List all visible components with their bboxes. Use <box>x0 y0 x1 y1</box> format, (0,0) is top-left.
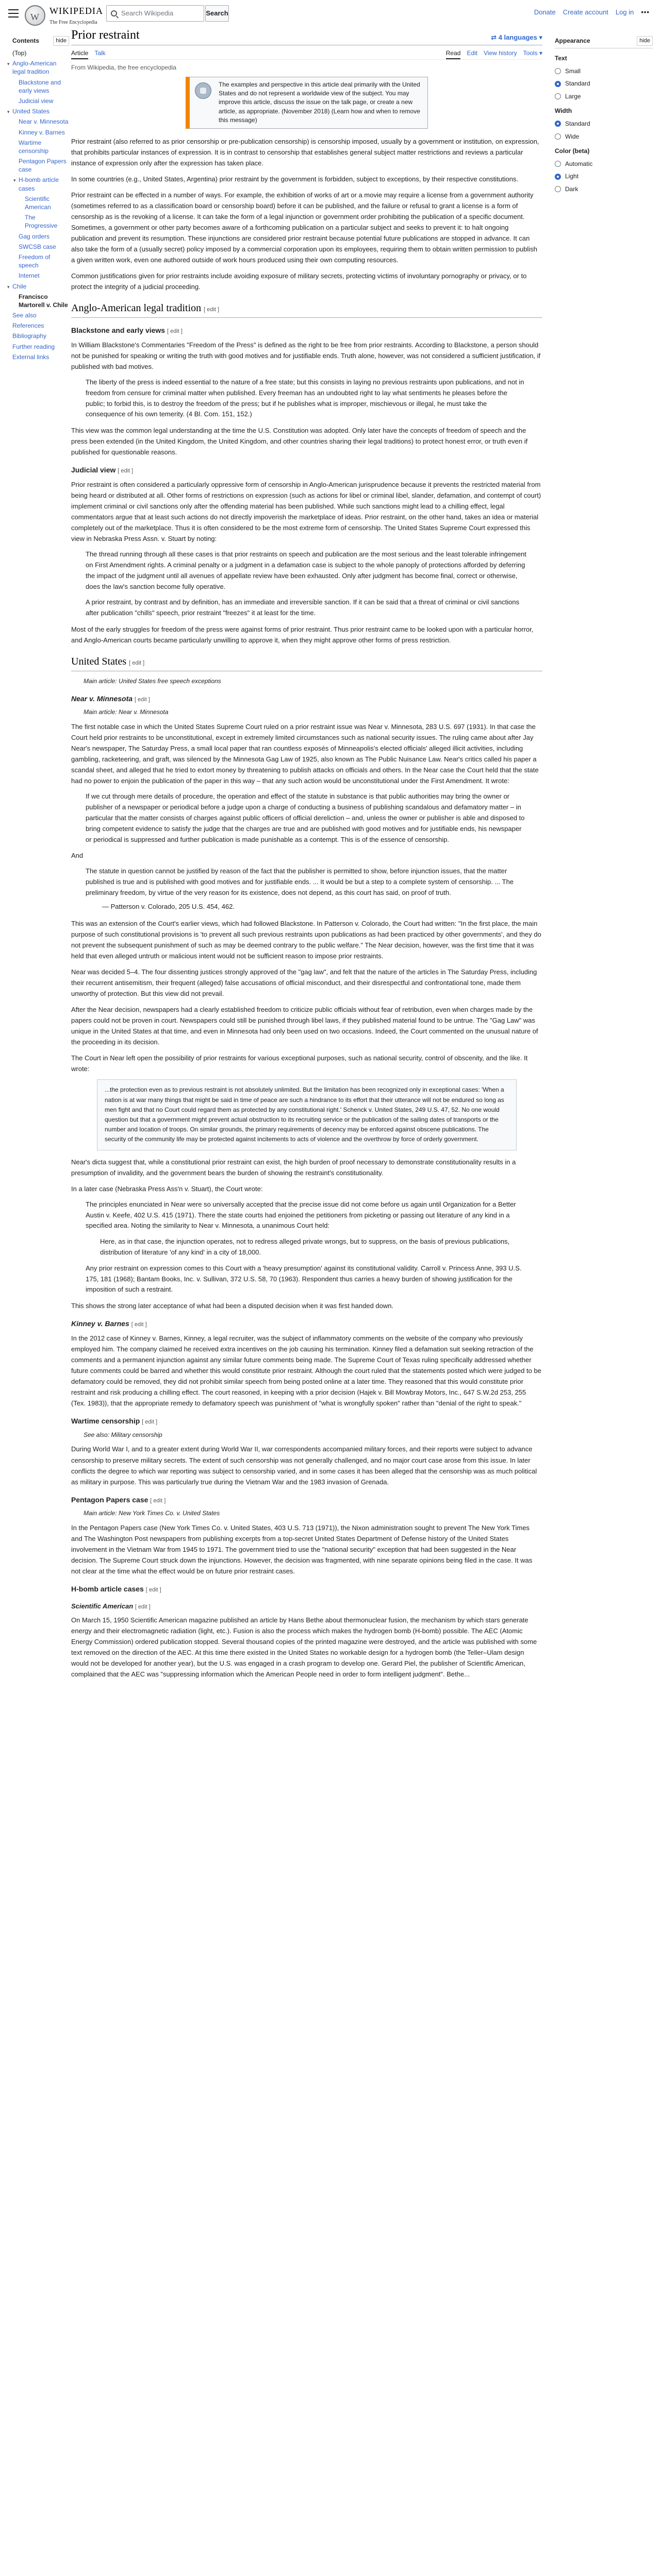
paragraph: This was an extension of the Court's earlier views, which had followed Blackstone. In Patterson v. Colorado, the Court had written: "In the first place, the main purpose of such constitutional provisions is 'to prevent all such previous restraints upon publications as had been practiced by other governments', and they do not prevent the subsequent punishment of such as may be deemed contrary to the public welfare." The Near decision, however, was the first time that it was held that even alleged untruth or malicious intent would not be sufficient reason to impose prior restraints. <box>71 919 541 960</box>
color-option[interactable] <box>555 172 653 181</box>
paragraph: In the Pentagon Papers case (New York Times Co. v. United States, 403 U.S. 713 (1971)), the Nixon administration sought to prevent The New York Times and The Washington Post newspapers from publishing excerpts from a top-secret United States Department of Defense history of the United States involvement in the Vietnam War from 1945 to 1971. The government tried to use the "national security" exception that had been suggested in the Near decision. The Supreme Court struck down the injunctions. However, the decision was fragmented, with nine separate opinions being filed in the case. It was not clear at the time what the effect would be on future prior restraint cases. <box>71 1523 533 1575</box>
page-tabs <box>71 48 542 60</box>
blockquote: The principles enunciated in Near were so universally accepted that the precise issue did not come before us again until Organization for a Better Austin v. Keefe, 402 U.S. 415 (1971). There the state courts had enjoined the petitioners from picketing or passing out literature of any kind in a specified area. Noting the similarity to Near v. Minnesota, a unanimous Court held: <box>86 1200 516 1230</box>
text-size-option[interactable] <box>555 92 653 101</box>
toc-item[interactable]: ▾ Anglo-American legal tradition <box>7 60 57 76</box>
donate-link[interactable]: Donate <box>534 8 556 16</box>
radio-label: Dark <box>565 185 578 193</box>
hatnote[interactable]: Main article: United States free speech exceptions <box>84 677 221 685</box>
text-size-label: Text <box>555 55 567 62</box>
width-label: Width <box>555 107 572 115</box>
edit-link[interactable]: [ edit ] <box>204 307 220 313</box>
radio-button[interactable] <box>555 161 561 167</box>
tab-read[interactable]: Read <box>446 48 461 59</box>
language-button[interactable]: ⇄ 4 languages ▾ <box>491 33 542 41</box>
edit-link[interactable]: [ edit ] <box>118 468 134 474</box>
paragraph: Prior restraint (also referred to as prior censorship or pre-publication censorship) is censorship imposed, usually by a government or institution, on expression, that prohibits particular instances of expression. It is in contrast to censorship that establishes general subject matter restrictions and reviews a particular instance of expression only after the expression has taken place. <box>71 137 539 167</box>
subsection-heading: Pentagon Papers case [ edit ] <box>71 1495 166 1504</box>
toc-item[interactable]: Blackstone and early views <box>19 78 61 94</box>
radio-button[interactable] <box>555 133 561 140</box>
paragraph: Common justifications given for prior restraints include avoiding exposure of military secrets, protecting victims of involuntary pornography or privacy, or to protect the integrity of a judicial proceeding. <box>71 272 527 291</box>
text-size-option[interactable] <box>555 79 653 89</box>
chevron-down-icon[interactable]: ▾ <box>7 61 10 67</box>
login-link[interactable]: Log in <box>615 8 634 16</box>
toc-item[interactable]: SWCSB case <box>19 243 56 250</box>
paragraph: Prior restraint can be effected in a number of ways. For example, the exhibition of works of art or a movie may require a license from a government authority (sometimes referred to as a classification board or censorship board) before it can be published, and the failure or refusal to grant a license is a form of censorship as is the revoking of a license. It can take the form of a legal injunction or government order prohibiting the publication of a specific document. Sometimes, a government or other party becomes aware of a forthcoming publication on a particular subject and seeks to prevent it: to halt ongoing publication and prevent its resumption. These injunctions are considered prior restraint because potential future publications are stopped in advance. It can also take the form of a (usually secret) policy imposed by a commercial corporation upon its employees, requiring them to obtain written permission to publish a given written work, even one authored outside of work hours produced using their own computing resources. <box>71 191 537 264</box>
paragraph: In some countries (e.g., United States, Argentina) prior restraint by the government is forbidden, subject to exceptions, by their respective constitutions. <box>71 175 519 183</box>
tab-edit[interactable]: Edit <box>467 49 478 57</box>
hatnote[interactable]: See also: Military censorship <box>84 1431 162 1438</box>
subsection-heading: Near v. Minnesota [ edit ] <box>71 694 150 703</box>
create-account-link[interactable]: Create account <box>562 8 608 16</box>
text-size-option[interactable] <box>555 66 653 76</box>
subsection-heading: H-bomb article cases [ edit ] <box>71 1585 161 1594</box>
globe-notice-icon <box>195 82 213 101</box>
subsection-heading: Wartime censorship [ edit ] <box>71 1417 158 1426</box>
toc-item[interactable]: Wartime censorship <box>19 139 49 155</box>
toc-item[interactable]: The Progressive <box>25 214 58 230</box>
edit-link[interactable]: [ edit ] <box>145 1587 161 1594</box>
blockquote: A prior restraint, by contrast and by definition, has an immediate and irreversible sanction. If it can be said that a threat of criminal or civil sanctions after publication "chills" speech, prior restraint "freezes" it at least for the time. <box>86 598 520 617</box>
wordmark: WIKIPEDIA <box>49 6 103 16</box>
edit-link[interactable]: [ edit ] <box>134 696 150 703</box>
toc-item[interactable]: ▾ Chile <box>7 282 27 290</box>
more-icon[interactable]: ••• <box>641 8 650 16</box>
subsubsection-heading: Scientific American [ edit ] <box>71 1602 151 1610</box>
paragraph: After the Near decision, newspapers had a clearly established freedom to criticize public officials without fear of retribution, even when charges made by the papers could not be proven in court. Newspapers could still be punished through libel laws, if they published material found to be untrue. The "Gag Law" was unique in the United States at that time, and even in Minnesota had only been used on two occasions. Indeed, the Court commented on the unusual nature of the proceeding in its decision. <box>71 1006 538 1046</box>
appearance-heading: Appearance <box>555 37 590 44</box>
color-option[interactable] <box>555 184 653 194</box>
toc-item[interactable]: Freedom of speech <box>19 253 51 269</box>
appearance-panel <box>555 36 653 197</box>
search-placeholder: Search Wikipedia <box>121 9 174 17</box>
toc-item[interactable]: References <box>12 322 44 330</box>
radio-button[interactable] <box>555 81 561 87</box>
radio-button[interactable] <box>555 174 561 180</box>
section-heading: United States [ edit ] <box>71 654 542 671</box>
width-option[interactable] <box>555 132 653 142</box>
radio-label: Wide <box>565 132 580 140</box>
paragraph: The first notable case in which the United States Supreme Court ruled on a prior restraint issue was Near v. Minnesota, 283 U.S. 697 (1931). In that case the Court held prior restraints to be unconstitutional, except in extremely limited circumstances such as national security issues. The ruling came about after Jay Near's newspaper, The Saturday Press, a small local paper that ran countless exposés of Minneapolis's elected officials' alleged illicit activities, including gambling, racketeering, and graft, was silenced by the Minnesota Gag Law of 1925, also known as The Public Nuisance Law. Near's critics called his paper a scandal sheet, and alleged that he tried to extort money by threatening to publish attacks on officials and others. In the Near case the Court held that the state had no power to enjoin the publication of the paper in this way – that any such action would be unconstitutional under the First Amendment. It wrote: <box>71 723 539 785</box>
paragraph: In the 2012 case of Kinney v. Barnes, Kinney, a legal recruiter, was the subject of inflammatory comments on the website of the company who previously employed him. The company claimed he received extra incentives on the job causing his termination. Kinney filed a defamation suit seeking retraction of the comments and a permanent injunction against any similar future comments being made. The Supreme Court of Texas ruling specifically addressed whether future comments could be barred and whether this would constitute prior restraint. Although the court ruled that the statements posted which were judged to be defamatory could be removed, they did not prohibit similar speech from being posted online at a later time. They reasoned that this would constitute prior restraint and risk producing a chilling effect. The court reasoned, in keeping with a prior decision (Hajek v. Bill Mowbray Motors, Inc., 647 S.W.2d 253, 255 (Tex. 1983)), that the appropriate remedy to defamatory speech was punishment of "what is wrongfully spoken" rather than "denial of the right to speak." <box>71 1334 541 1408</box>
wikipedia-logo[interactable] <box>25 4 103 26</box>
toc-item[interactable]: Pentagon Papers case <box>19 158 67 174</box>
top-header <box>0 0 662 29</box>
paragraph: Prior restraint is often considered a particularly oppressive form of censorship in Anglo-American jurisprudence because it prevents the restricted material from being heard or distributed at all. Other forms of restrictions on expression (such as actions for libel or criminal libel, slander, defamation, and contempt of court) implement criminal or civil sanctions only after the offending material has been published. While such sanctions might lead to a chilling effect, legal commentators argue that at least such actions do not directly impoverish the marketplace of ideas. Prior restraint, on the other hand, takes an idea or material completely out of the marketplace. Thus it is often considered to be the most extreme form of censorship. The United States Supreme Court expressed this view in Nebraska Press Assn. v. Stuart by noting: <box>71 481 541 543</box>
width-option[interactable] <box>555 119 653 129</box>
edit-link[interactable]: [ edit ] <box>167 328 183 335</box>
blockquote: Here, as in that case, the injunction operates, not to redress alleged private wrongs, but to suppress, on the basis of previous publications, distribution of literature 'of any kind' in a city of 18,000. <box>100 1238 510 1256</box>
tab-article[interactable]: Article <box>71 48 88 59</box>
paragraph: The Court in Near left open the possibility of prior restraints for various exceptional purposes, such as national security, control of obscenity, and the like. It wrote: <box>71 1054 528 1073</box>
notice-text: The examples and perspective in this article deal primarily with the United States and do not represent a worldwide view of the subject. You may improve this article, discuss the issue on the talk page, or create a new article, as appropriate. (November 2018) (Learn how and when to remove this message) <box>219 80 420 124</box>
toc-item[interactable]: Scientific American <box>25 195 51 211</box>
paragraph: This view was the common legal understanding at the time the U.S. Constitution was adopted. Only later have the concepts of freedom of speech and the press been extended (in the United Kingdom, the United Kingdom, and other countries sharing their legal traditions) to protect honest error, or truth even if published for questionable reasons. <box>71 427 528 456</box>
appearance-hide-button[interactable]: hide <box>637 36 653 46</box>
edit-link[interactable]: [ edit ] <box>150 1497 166 1504</box>
hatnote[interactable]: Main article: Near v. Minnesota <box>84 708 169 716</box>
quote-box: ...the protection even as to previous restraint is not absolutely unlimited. But the limitation has been recognized only in exceptional cases: 'When a nation is at war many things that might be said in time of peace are such a hindrance to its effort that their utterance will not be endured so long as men fight and that no Court could regard them as protected by any constitutional right.' Schenck v. United States, 249 U.S. 47, 52. No one would question but that a government might prevent actual obstruction to its recruiting service or the publication of the sailing dates of transports or the number and location of troops. On similar grounds, the primary requirements of decency may be enforced against obscene publications. The security of the community life may be protected against incitements to acts of violence and the overthrow by force of orderly government. <box>97 1079 517 1150</box>
toc-item[interactable]: Francisco Martorell v. Chile <box>19 293 68 309</box>
toc-item[interactable]: ▾ United States <box>7 108 50 115</box>
blockquote: The statute in question cannot be justified by reason of the fact that the publisher is permitted to show, before injunction issues, that the matter published is true and is published with good motives and for justifiable ends. ... It would be but a step to a complete system of censorship. ... The preliminary freedom, by virtue of the very reason for its existence, does not depend, as this court has said, on proof of truth. <box>86 867 514 896</box>
edit-link[interactable]: [ edit ] <box>129 660 145 667</box>
personal-tools <box>534 7 650 18</box>
toc-item[interactable]: Near v. Minnesota <box>19 118 69 126</box>
blockquote: The liberty of the press is indeed essential to the nature of a free state; but this consists in laying no previous restraints upon publications, and not in freedom from censure for criminal matter when published. Every freeman has an undoubted right to lay what sentiments he pleases before the public; to forbid this, is to destroy the freedom of the press; but if he publishes what is improper, mischievous or illegal, he must take the consequence of his own temerity. (4 Bl. Com. 151, 152.) <box>86 378 524 418</box>
paragraph: Most of the early struggles for freedom of the press were against forms of prior restraint. Thus prior restraint came to be looked upon with a particular horror, and Anglo-American courts became particularly unwilling to approve it, when they might approve other forms of press restriction. <box>71 625 534 645</box>
toc-heading: Contents <box>12 37 39 44</box>
paragraph: During World War I, and to a greater extent during World War II, war correspondents accompanied military forces, and their reports were subject to advance censorship to preserve military secrets. The extent of such censorship was not generally challenged, and no major court case arose from this issue. In later conflicts the degree to which war reporting was subject to censorship varied, and in some cases it has been alleged that the censorship was as much political as military in purpose. This was particularly true during the Vietnam War and the 1983 invasion of Grenada. <box>71 1445 537 1486</box>
article-main <box>71 28 542 1685</box>
blockquote: If we cut through mere details of procedure, the operation and effect of the statute in substance is that public authorities may bring the owner or publisher of a newspaper or periodical before a judge upon a charge of conducting a business of publishing scandalous and defamatory matter – in particular that the matter consists of charges against public officers of official dereliction – and, unless the owner or publisher is able and disposed to bring competent evidence to satisfy the judge that the charges are true and are published with good motives and for justifiable ends, his newspaper or periodical is suppressed and further publication is made punishable as a contempt. This is of the essence of censorship. <box>86 792 525 843</box>
radio-label: Light <box>565 173 579 180</box>
tagline: The Free Encyclopedia <box>49 19 97 25</box>
hatnote[interactable]: Main article: New York Times Co. v. United States <box>84 1510 220 1517</box>
toc-item[interactable]: Bibliography <box>12 332 47 340</box>
toc-hide-button[interactable]: hide <box>53 36 69 46</box>
blockquote: The thread running through all these cases is that prior restraints on speech and publication are the most serious and the least tolerable infringement on First Amendment rights. A criminal penalty or a judgment in a defamation case is subject to the whole panoply of protections afforded by deferring the impact of the judgment until all avenues of appellate review have been exhausted. Only after judgment has become final, correct or otherwise, does the law's sanction become fully operative. <box>86 550 526 590</box>
tab-talk[interactable]: Talk <box>94 49 106 57</box>
radio-label: Automatic <box>565 160 593 167</box>
edit-link[interactable]: [ edit ] <box>135 1603 151 1610</box>
search-input[interactable] <box>106 5 204 22</box>
subsection-heading: Kinney v. Barnes [ edit ] <box>71 1319 147 1328</box>
radio-button[interactable] <box>555 186 561 192</box>
chevron-down-icon[interactable]: ▾ <box>13 178 16 183</box>
toc-item[interactable]: External links <box>12 353 49 361</box>
chevron-down-icon[interactable]: ▾ <box>7 284 10 290</box>
toc-item[interactable]: ▾ H-bomb article cases <box>13 176 59 192</box>
paragraph: On March 15, 1950 Scientific American magazine published an article by Hans Bethe about thermonuclear fusion, the mechanism by which stars generate energy and their electromagnetic radiation (light, etc.). Fusion is also the process which makes the hydrogen bomb (H-bomb) possible. The AEC (Atomic Energy Commission) ordered publication stopped. Several thousand copies of the printed magazine were destroyed, and the article was published with some text removed on the direction of the AEC. At this time there existed in the United States no workable design for a hydrogen bomb (the Teller–Ulam design would not be developed for another year), but the U.S. was engaged in a crash program to develop one. Gerard Piel, the publisher of Scientific American, complained that the AEC was "suppressing information which the American People need in order to form intelligent judgment". Bethe... <box>71 1616 537 1679</box>
blockquote: Any prior restraint on expression comes to this Court with a 'heavy presumption' against its constitutional validity. Carroll v. Princess Anne, 393 U.S. 175, 181 (1968); Bantam Books, Inc. v. Sullivan, 372 U.S. 58, 70 (1963). Respondent thus carries a heavy burden of showing justification for the imposition of such a restraint. <box>86 1264 522 1294</box>
tab-tools[interactable]: Tools ▾ <box>523 49 542 57</box>
radio-button[interactable] <box>555 68 561 74</box>
toc-item[interactable]: Gag orders <box>19 232 50 240</box>
search-icon <box>111 10 117 16</box>
toc-item[interactable]: Internet <box>19 272 40 280</box>
paragraph: Near's dicta suggest that, while a constitutional prior restraint can exist, the high burden of proof necessary to demonstrate constitutionality results in a presumption of invalidity, and the government bears the burden of showing the restraint's constitutionality. <box>71 1158 516 1177</box>
edit-link[interactable]: [ edit ] <box>131 1321 147 1328</box>
paragraph: Near was decided 5–4. The four dissenting justices strongly approved of the "gag law", and felt that the nature of the articles in The Saturday Press, including their recurrent antisemitism, their frequent (alleged) false accusations of official misconduct, and their disrespectful and confrontational tone, made them unworthy of protection. But this view did not prevail. <box>71 968 537 998</box>
search-button[interactable]: Search <box>205 5 229 22</box>
toc-item[interactable]: Further reading <box>12 343 55 350</box>
paragraph: In a later case (Nebraska Press Ass'n v. Stuart), the Court wrote: <box>71 1184 263 1193</box>
section-heading: Anglo-American legal tradition [ edit ] <box>71 300 542 318</box>
radio-button[interactable] <box>555 121 561 127</box>
paragraph: In William Blackstone's Commentaries "Freedom of the Press" is defined as the right to be free from prior restraints. According to Blackstone, a person should not be punished for speaking or writing the truth with good motives and for justifiable ends. Truth alone, however, was not considered a sufficient justification, if published with bad motives. <box>71 341 541 370</box>
table-of-contents <box>7 36 69 363</box>
subsection-heading: Blackstone and early views [ edit ] <box>71 326 183 335</box>
radio-button[interactable] <box>555 93 561 99</box>
globe-icon <box>25 5 45 26</box>
chevron-down-icon[interactable]: ▾ <box>7 109 10 115</box>
toc-item[interactable]: See also <box>12 312 37 319</box>
toc-item[interactable]: Judicial view <box>19 97 54 105</box>
color-option[interactable] <box>555 159 653 169</box>
color-label: Color (beta) <box>555 147 590 155</box>
from-wikipedia: From Wikipedia, the free encyclopedia <box>71 64 177 71</box>
page-title: Prior restraint <box>71 28 140 42</box>
main-menu-icon[interactable] <box>8 9 19 18</box>
radio-label: Standard <box>565 120 590 128</box>
radio-label: Standard <box>565 80 590 88</box>
subsection-heading: Judicial view [ edit ] <box>71 466 134 474</box>
toc-item[interactable]: (Top) <box>12 49 27 57</box>
radio-label: Large <box>565 92 581 100</box>
tab-view-history[interactable]: View history <box>484 49 517 57</box>
quote-attribution: — Patterson v. Colorado, 205 U.S. 454, 462. <box>102 902 235 910</box>
paragraph: This shows the strong later acceptance of what had been a disputed decision when it was first handed down. <box>71 1302 394 1310</box>
radio-label: Small <box>565 67 581 75</box>
paragraph: And <box>71 852 84 860</box>
toc-item[interactable]: Kinney v. Barnes <box>19 128 65 136</box>
edit-link[interactable]: [ edit ] <box>142 1419 158 1426</box>
worldwide-view-notice <box>186 77 428 129</box>
